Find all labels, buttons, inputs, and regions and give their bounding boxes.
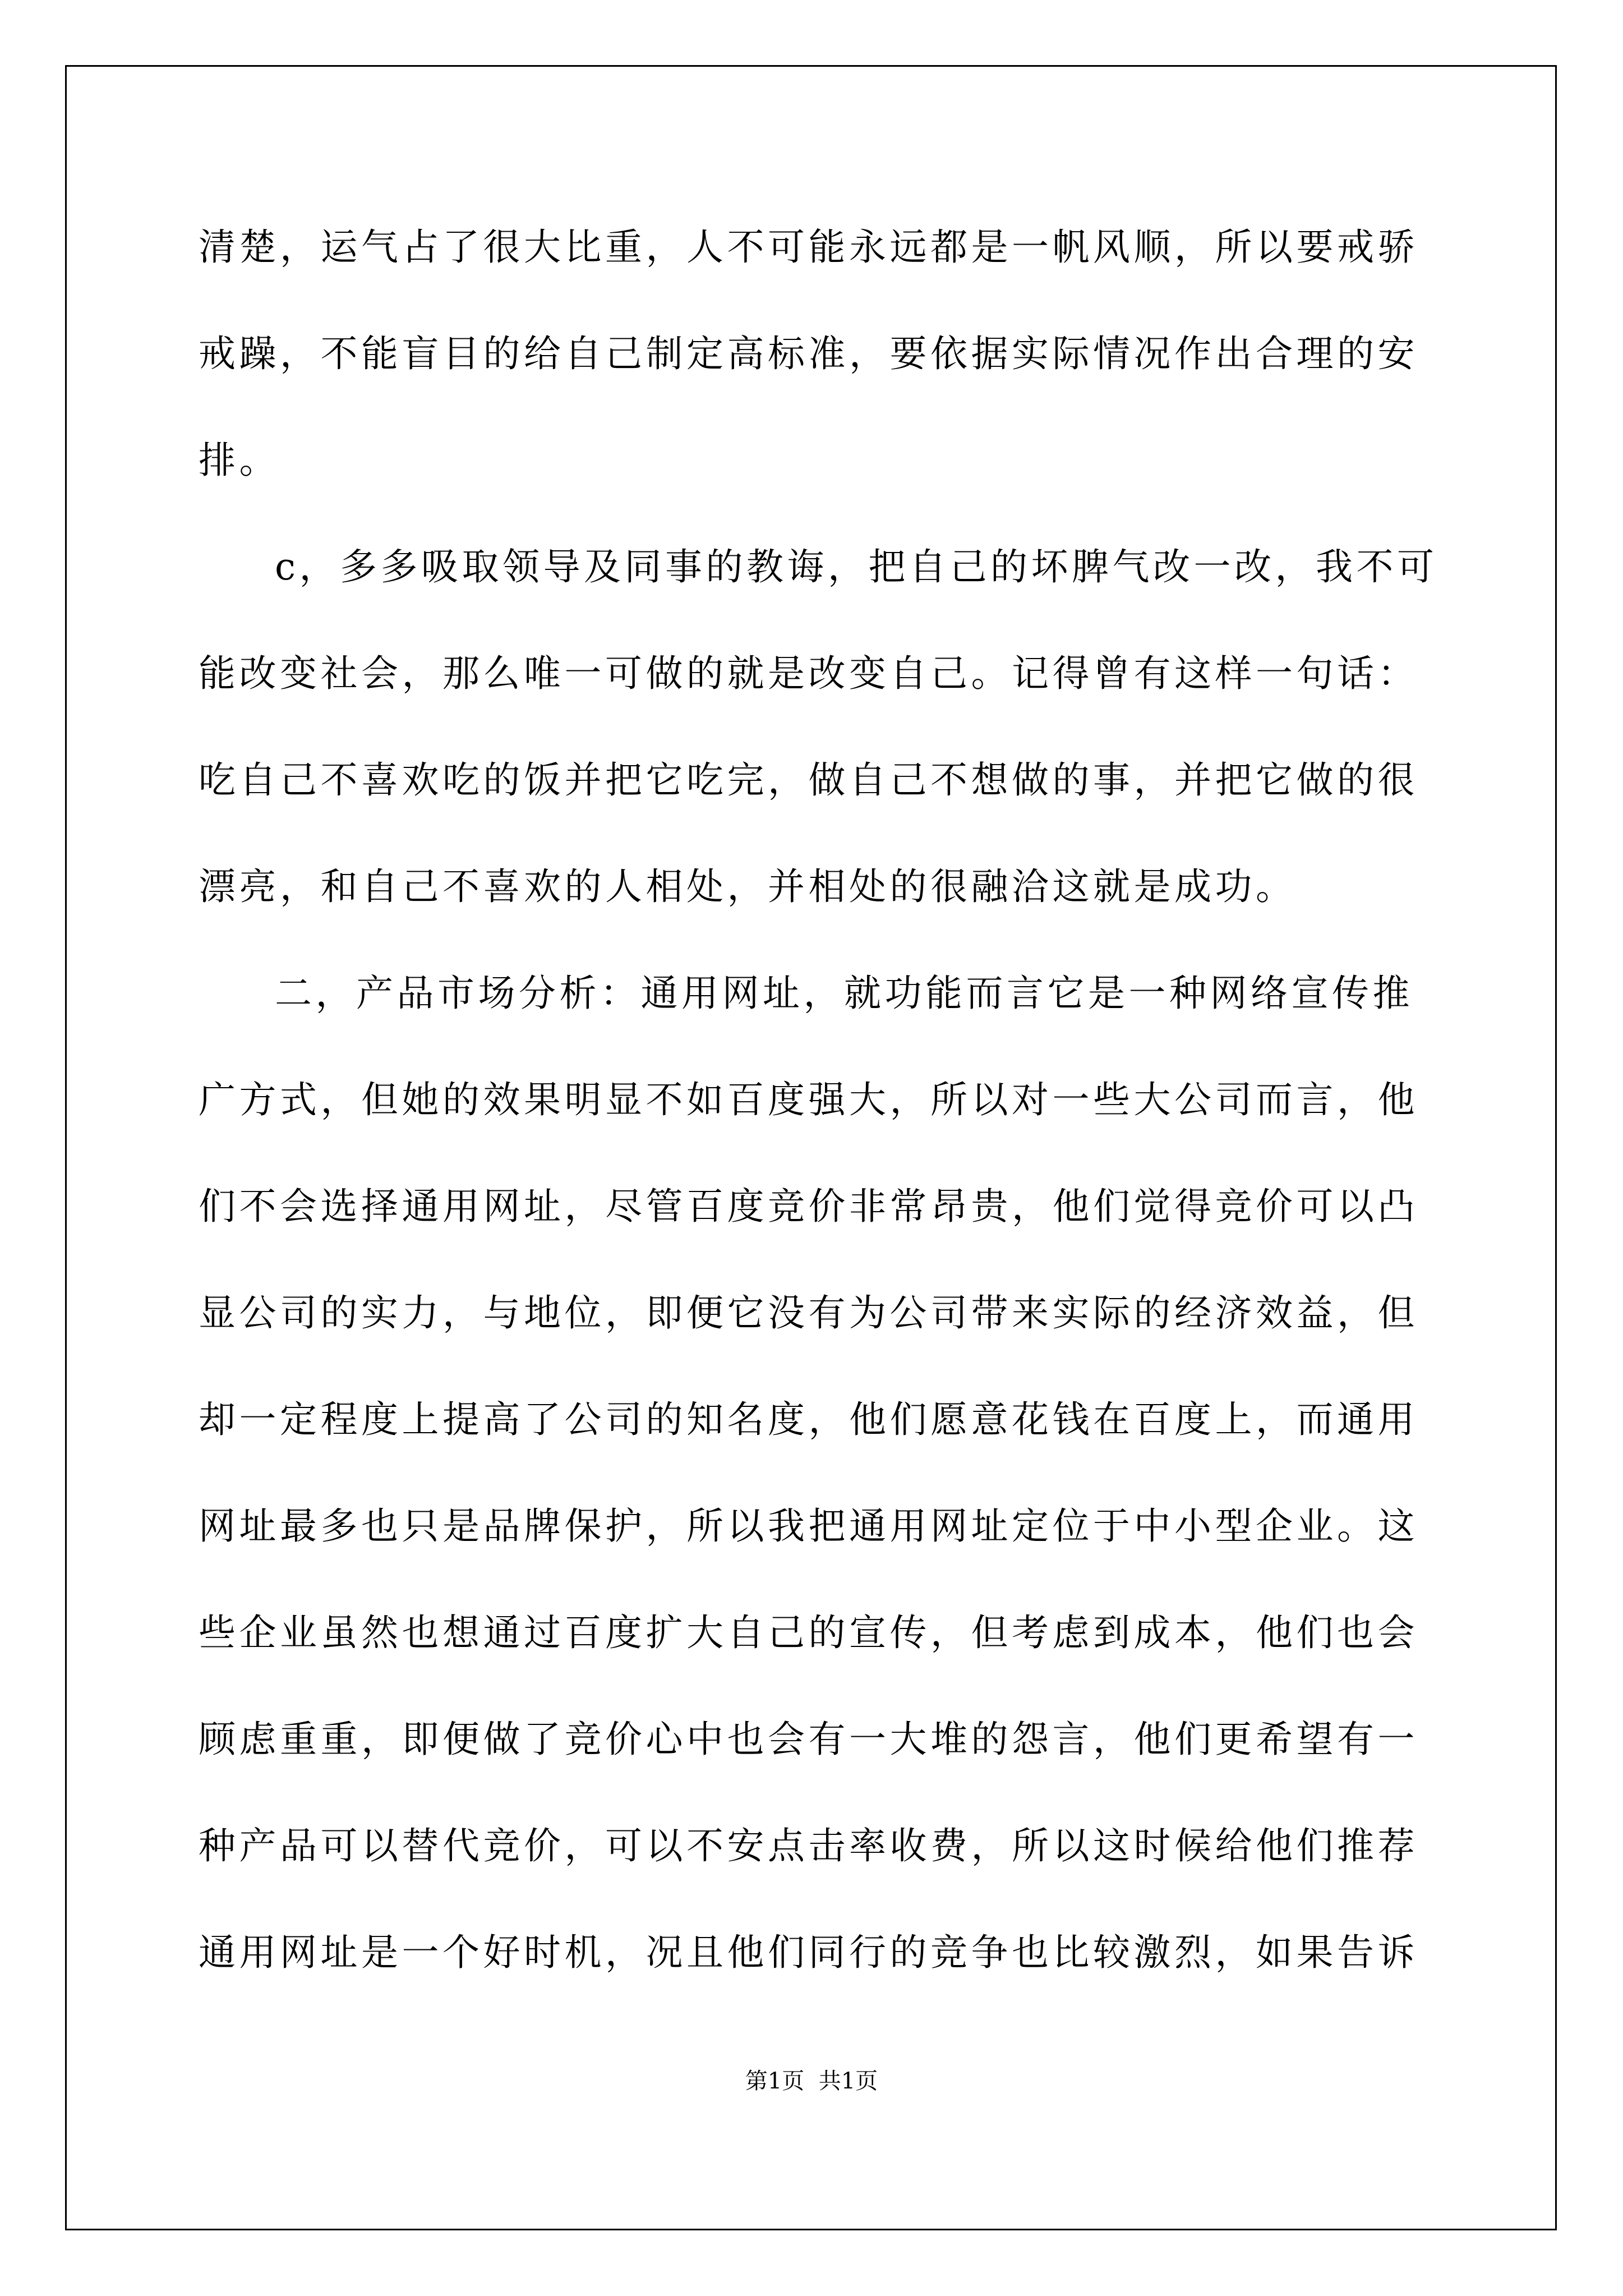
text-line: 顾虑重重，即便做了竞价心中也会有一大堆的怨言，他们更希望有一 <box>199 1718 1418 1761</box>
text-line: 能改变社会，那么唯一可做的就是改变自己。记得曾有这样一句话： <box>199 652 1418 695</box>
page-border <box>65 65 1557 2230</box>
text-line: 却一定程度上提高了公司的知名度，他们愿意花钱在百度上，而通用 <box>199 1398 1418 1441</box>
page-footer: 第1页 共1页 <box>745 2068 878 2094</box>
text-line: 吃自己不喜欢吃的饭并把它吃完，做自己不想做的事，并把它做的很 <box>199 758 1418 802</box>
text-line: 通用网址是一个好时机，况且他们同行的竞争也比较激烈，如果告诉 <box>199 1931 1418 1974</box>
text-line: 清楚，运气占了很大比重，人不可能永远都是一帆风顺，所以要戒骄 <box>199 226 1418 269</box>
text-line: 漂亮，和自己不喜欢的人相处，并相处的很融洽这就是成功。 <box>199 865 1297 908</box>
text-line: 戒躁，不能盲目的给自己制定高标准，要依据实际情况作出合理的安 <box>199 332 1418 375</box>
text-line: 排。 <box>199 439 280 482</box>
text-line: 些企业虽然也想通过百度扩大自己的宣传，但考虑到成本，他们也会 <box>199 1611 1418 1654</box>
text-line: 广方式，但她的效果明显不如百度强大，所以对一些大公司而言，他 <box>199 1078 1418 1121</box>
text-line: 网址最多也只是品牌保护，所以我把通用网址定位于中小型企业。这 <box>199 1504 1418 1548</box>
text-line: 们不会选择通用网址，尽管百度竞价非常昂贵，他们觉得竞价可以凸 <box>199 1185 1418 1228</box>
text-line: 二，产品市场分析：通用网址，就功能而言它是一种网络宣传推 <box>275 972 1413 1015</box>
text-line: 种产品可以替代竞价，可以不安点击率收费，所以这时候给他们推荐 <box>199 1824 1418 1867</box>
text-line: 显公司的实力，与地位，即便它没有为公司带来实际的经济效益，但 <box>199 1291 1418 1335</box>
text-line: c，多多吸取领导及同事的教诲，把自己的坏脾气改一改，我不可 <box>275 545 1438 588</box>
